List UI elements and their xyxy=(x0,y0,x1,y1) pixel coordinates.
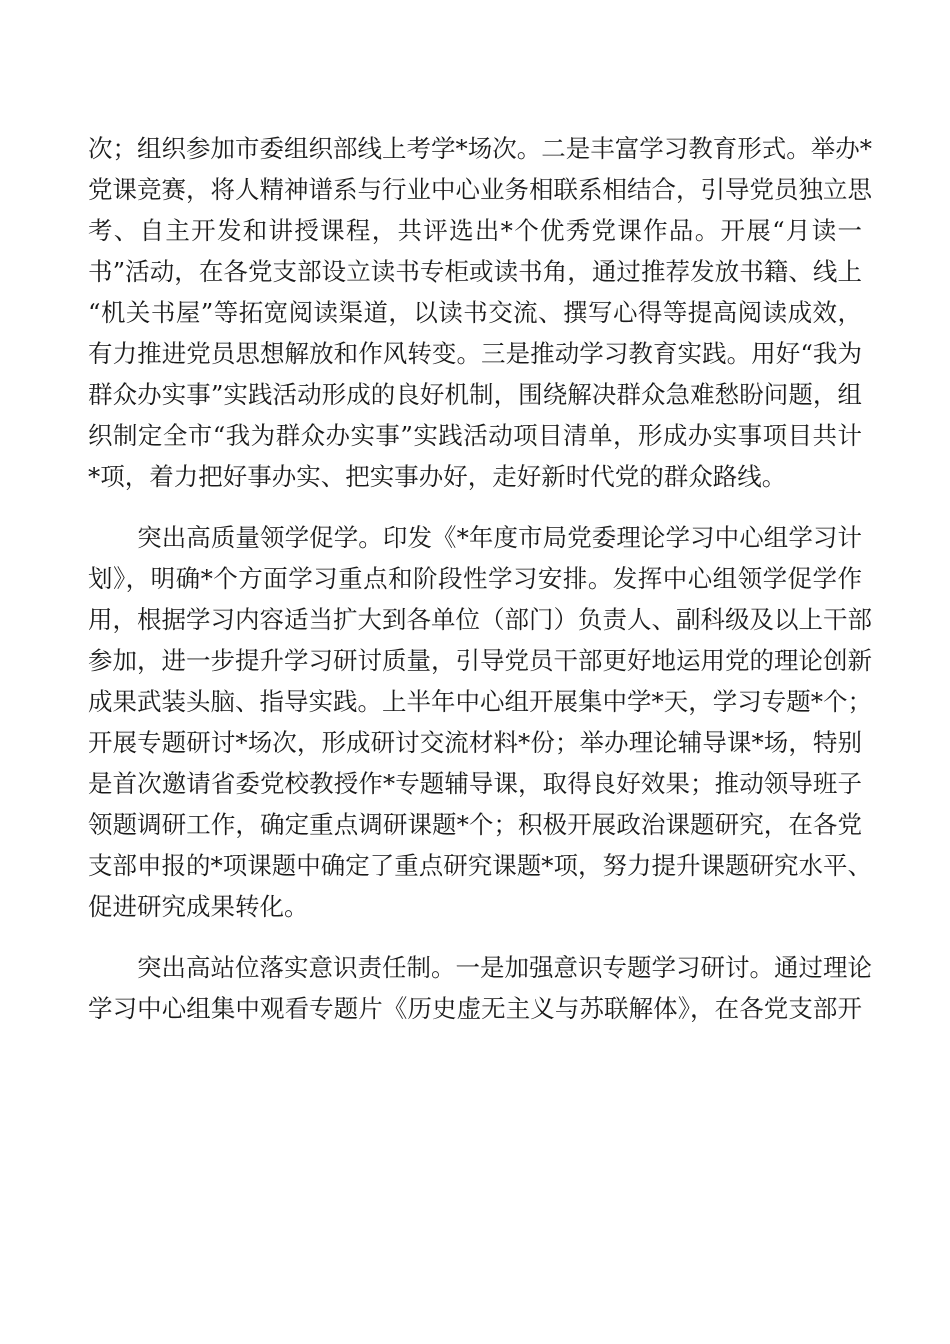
text-line: 党课竞赛，将人精神谱系与行业中心业务相联系相结合，引导党员独立思 xyxy=(88,175,872,204)
text-line: 次；组织参加市委组织部线上考学*场次。二是丰富学习教育形式。举办* xyxy=(88,134,872,163)
text-line: 群众办实事”实践活动形成的良好机制，围绕解决群众急难愁盼问题，组 xyxy=(88,380,862,409)
text-line: “机关书屋”等拓宽阅读渠道，以读书交流、撰写心得等提高阅读成效， xyxy=(88,298,862,327)
text-line: 领题调研工作，确定重点调研课题*个；积极开展政治课题研究，在各党 xyxy=(88,810,862,839)
text-line: 突出高质量领学促学。印发《*年度市局党委理论学习中心组学习计 xyxy=(88,523,862,552)
text-line: 促进研究成果转化。 xyxy=(88,892,309,921)
text-line: 参加，进一步提升学习研讨质量，引导党员干部更好地运用党的理论创新 xyxy=(88,646,872,675)
paragraph-1 xyxy=(88,128,872,497)
text-line: 用，根据学习内容适当扩大到各单位（部门）负责人、副科级及以上干部 xyxy=(88,605,872,634)
text-line: 开展专题研讨*场次，形成研讨交流材料*份；举办理论辅导课*场，特别 xyxy=(88,728,862,757)
text-line: *项，着力把好事办实、把实事办好，走好新时代党的群众路线。 xyxy=(88,462,787,491)
text-line: 是首次邀请省委党校教授作*专题辅导课，取得良好效果；推动领导班子 xyxy=(88,769,862,798)
text-line: 支部申报的*项课题中确定了重点研究课题*项，努力提升课题研究水平、 xyxy=(88,851,872,880)
text-line: 考、自主开发和讲授课程，共评选出*个优秀党课作品。开展“月读一 xyxy=(88,216,862,245)
text-line: 有力推进党员思想解放和作风转变。三是推动学习教育实践。用好“我为 xyxy=(88,339,862,368)
text-line: 突出高站位落实意识责任制。一是加强意识专题学习研讨。通过理论 xyxy=(88,953,872,982)
text-line: 学习中心组集中观看专题片《历史虚无主义与苏联解体》，在各党支部开 xyxy=(88,994,862,1023)
text-line: 成果武装头脑、指导实践。上半年中心组开展集中学*天，学习专题*个； xyxy=(88,687,872,716)
paragraph-3 xyxy=(88,947,872,1029)
text-line: 织制定全市“我为群众办实事”实践活动项目清单，形成办实事项目共计 xyxy=(88,421,862,450)
body-text xyxy=(88,128,872,1029)
text-line: 书”活动，在各党支部设立读书专柜或读书角，通过推荐发放书籍、线上 xyxy=(88,257,862,286)
paragraph-2 xyxy=(88,517,872,927)
text-line: 划》，明确*个方面学习重点和阶段性学习安排。发挥中心组领学促学作 xyxy=(88,564,862,593)
paragraph-spacing xyxy=(88,497,862,517)
paragraph-spacing xyxy=(88,927,862,947)
